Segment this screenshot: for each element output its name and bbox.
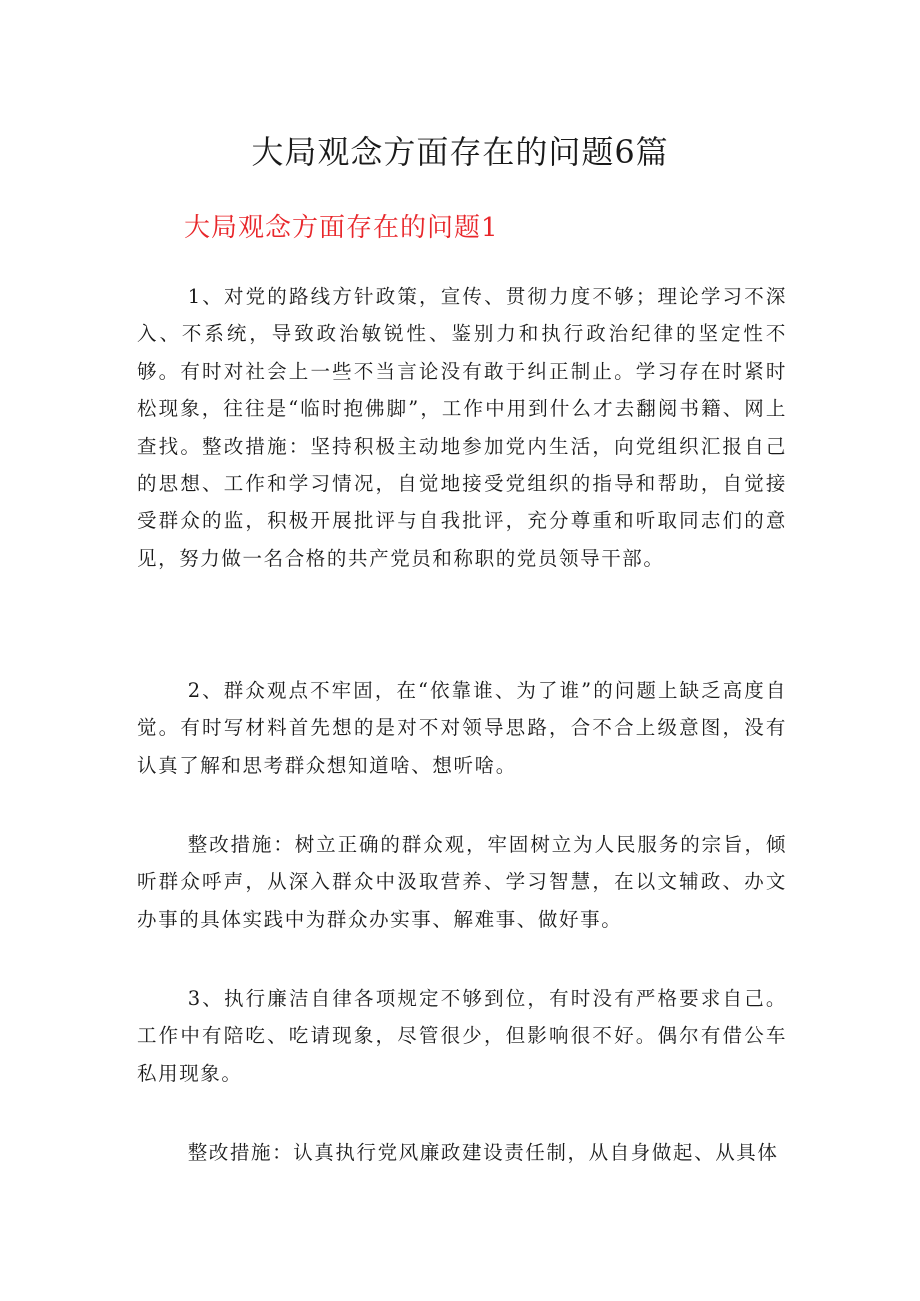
document-title: 大局观念方面存在的问题6篇	[251, 133, 669, 171]
paragraph-3: 整改措施：树立正确的群众观，牢固树立为人民服务的宗旨，倾听群众呼声，从深入群众中汲取营养、学习智慧，在以文辅政、办文办事的具体实践中为群众办实事、解难事、做好事。	[137, 833, 787, 931]
paragraph-1: 1、对党的路线方针政策，宣传、贯彻力度不够；理论学习不深入、不系统，导致政治敏锐性、鉴别力和执行政治纪律的坚定性不够。有时对社会上一些不当言论没有敢于纠正制止。学习存在时紧时松现象，往往是“临时抱佛脚”，工作中用到什么才去翻阅书籍、网上查找。整改措施：坚持积极主动地参加党内生活，向党组织汇报自己的思想、工作和学习情况，自觉地接受党组织的指导和帮助，自觉接受群众的监，积极开展批评与自我批评，充分尊重和听取同志们的意见，努力做一名合格的共产党员和称职的党员领导干部。	[137, 285, 787, 570]
paragraph-2: 2、群众观点不牢固，在“依靠谁、为了谁”的问题上缺乏高度自觉。有时写材料首先想的是对不对领导思路，合不合上级意图，没有认真了解和思考群众想知道啥、想听啥。	[137, 679, 787, 777]
paragraph-5: 整改措施：认真执行党风廉政建设责任制，从自身做起、从具体	[187, 1141, 779, 1164]
section-heading: 大局观念方面存在的问题1	[184, 213, 499, 243]
paragraph-4: 3、执行廉洁自律各项规定不够到位，有时没有严格要求自己。工作中有陪吃、吃请现象，尽管很少，但影响很不好。偶尔有借公车私用现象。	[137, 987, 787, 1085]
